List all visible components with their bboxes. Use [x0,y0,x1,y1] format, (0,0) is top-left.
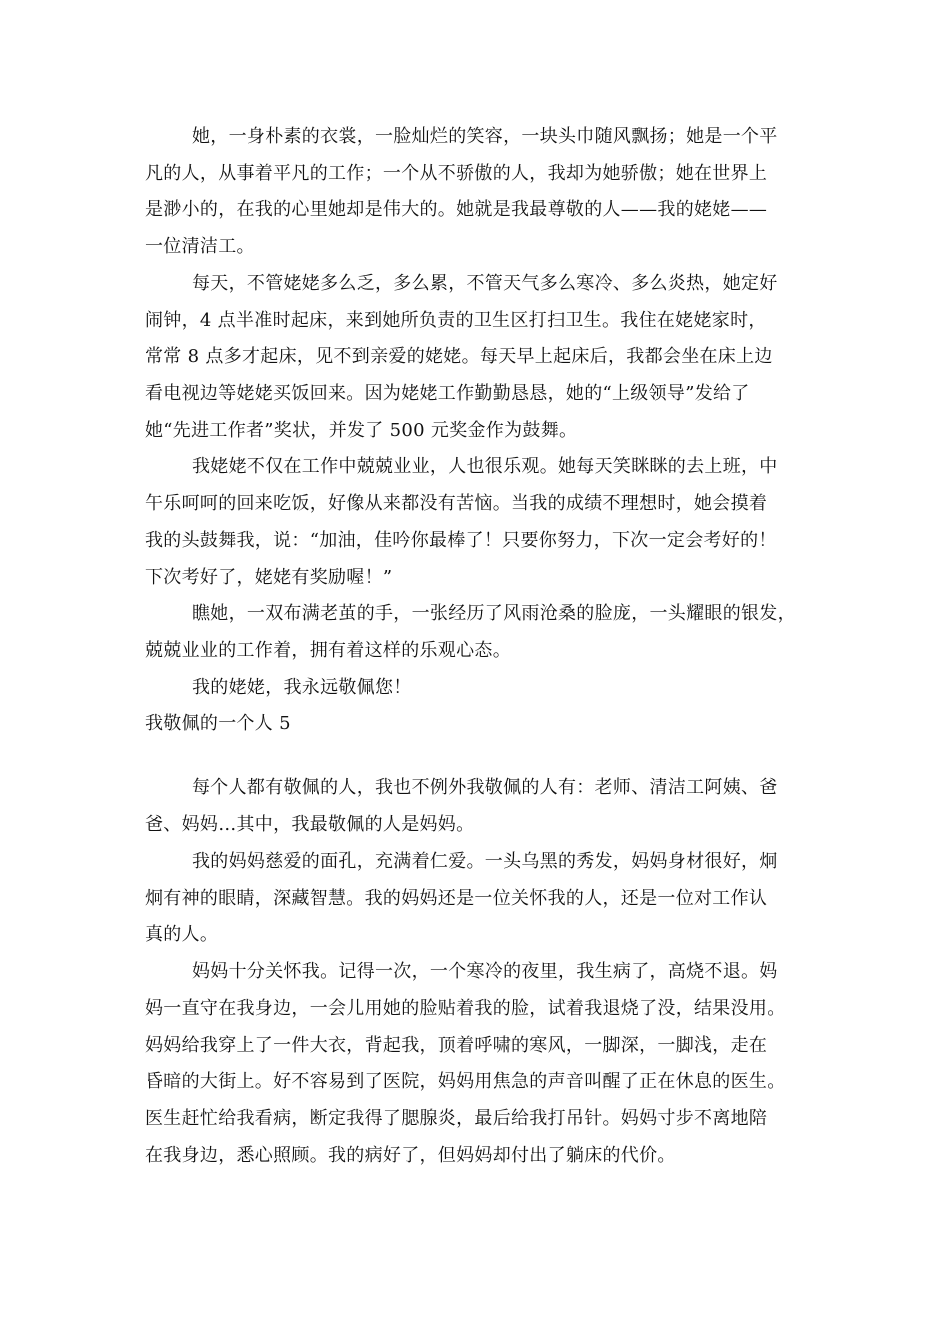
section1-line-7: 常常 8 点多才起床，见不到亲爱的姥姥。每天早上起床后，我都会坐在床上边 [145,346,773,367]
section1-line-3: 是渺小的，在我的心里她却是伟大的。她就是我最尊敬的人——我的姥姥—— [145,199,768,220]
section1-line-16: 我的姥姥，我永远敬佩您！ [192,677,412,698]
section2-line-7: 妈一直守在我身边，一会儿用她的脸贴着我的脸，试着我退烧了没，结果没用。 [145,998,786,1019]
section2-line-6: 妈妈十分关怀我。记得一次，一个寒冷的夜里，我生病了，高烧不退。妈 [192,961,778,982]
section1-line-13: 下次考好了，姥姥有奖励喔！” [145,567,393,588]
section1-line-8: 看电视边等姥姥买饭回来。因为姥姥工作勤勤恳恳，她的“上级领导”发给了 [145,383,750,404]
section1-line-1: 她，一身朴素的衣裳，一脸灿烂的笑容，一块头巾随风飘扬；她是一个平 [192,126,778,147]
section1-line-6: 闹钟，4 点半准时起床，来到她所负责的卫生区打扫卫生。我住在姥姥家时， [145,310,767,331]
section1-line-10: 我姥姥不仅在工作中兢兢业业，人也很乐观。她每天笑眯眯的去上班，中 [192,456,778,477]
section1-line-11: 午乐呵呵的回来吃饭，好像从来都没有苦恼。当我的成绩不理想时，她会摸着 [145,493,768,514]
section2-line-9: 昏暗的大街上。好不容易到了医院，妈妈用焦急的声音叫醒了正在休息的医生。 [145,1071,786,1092]
section1-line-15: 兢兢业业的工作着，拥有着这样的乐观心态。 [145,640,511,661]
section1-line-12: 我的头鼓舞我，说：“加油，佳吟你最棒了！只要你努力，下次一定会考好的！ [145,530,777,551]
section1-line-9: 她“先进工作者”奖状，并发了 500 元奖金作为鼓舞。 [145,420,578,441]
section2-line-11: 在我身边，悉心照顾。我的病好了，但妈妈却付出了躺床的代价。 [145,1145,676,1166]
section2-line-5: 真的人。 [145,924,219,945]
section-heading: 我敬佩的一个人 5 [145,713,291,734]
section2-line-1: 每个人都有敬佩的人，我也不例外我敬佩的人有：老师、清洁工阿姨、爸 [192,777,778,798]
section1-line-4: 一位清洁工。 [145,236,255,257]
section1-line-5: 每天，不管姥姥多么乏，多么累，不管天气多么寒冷、多么炎热，她定好 [192,273,778,294]
section1-line-14: 瞧她，一双布满老茧的手，一张经历了风雨沧桑的脸庞，一头耀眼的银发， [192,603,796,624]
section2-line-2: 爸、妈妈…其中，我最敬佩的人是妈妈。 [145,814,475,835]
section2-line-8: 妈妈给我穿上了一件大衣，背起我，顶着呼啸的寒风，一脚深，一脚浅，走在 [145,1035,768,1056]
section2-line-3: 我的妈妈慈爱的面孔，充满着仁爱。一头乌黑的秀发，妈妈身材很好，炯 [192,851,778,872]
section2-line-4: 炯有神的眼睛，深藏智慧。我的妈妈还是一位关怀我的人，还是一位对工作认 [145,888,768,909]
section1-line-2: 凡的人，从事着平凡的工作；一个从不骄傲的人，我却为她骄傲；她在世界上 [145,163,768,184]
section2-line-10: 医生赶忙给我看病，断定我得了腮腺炎，最后给我打吊针。妈妈寸步不离地陪 [145,1108,768,1129]
